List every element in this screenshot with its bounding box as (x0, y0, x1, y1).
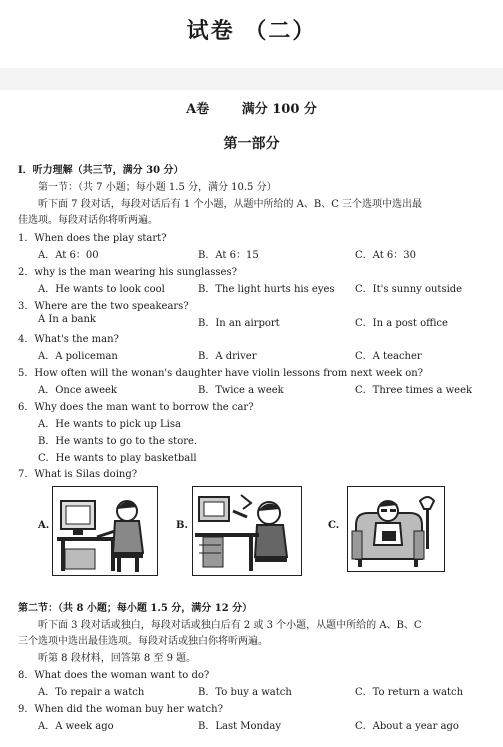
q4-option-c: C．A teacher (355, 351, 422, 362)
q6-option-a: A．He wants to pick up Lisa (38, 419, 181, 430)
question-1: 1．When does the play start? (18, 233, 167, 244)
section1-heading: I．听力理解（共三节，满分 30 分） (18, 165, 184, 176)
question-7: 7．What is Silas doing? (18, 469, 138, 480)
part-heading: 第一部分 (223, 136, 280, 152)
q1-option-a: A．At 6：00 (38, 250, 99, 261)
q6-option-b: B．He wants to go to the store． (38, 436, 204, 447)
section2-instr-1: 听下面 3 段对话或独白，每段对话或独白后有 2 或 3 个小题，从题中所给的 A、B、C (38, 620, 422, 631)
q3-option-c: C．In a post office (355, 318, 448, 329)
section1-instr-2: 佳选项。每段对话你将听两遍。 (18, 215, 158, 226)
section1-instr-1: 听下面 7 段对话，每段对话后有 1 个小题，从题中所给的 A、B、C 三个选项中选出最 (38, 199, 423, 210)
section1-sub: 第一节：（共 7 小题；每小题 1.5 分，满分 10.5 分） (38, 182, 277, 193)
question-3: 3．Where are the two speakears? (18, 301, 189, 312)
q8-option-a: A．To repair a watch (38, 687, 145, 698)
picture-a-boy-at-computer (52, 486, 158, 576)
section2-instr-2: 三个选项中选出最佳选项。每段对话或独白你将听两遍。 (18, 636, 268, 647)
q5-option-a: A．Once aweek (38, 385, 117, 396)
volume-name: A卷 (186, 102, 210, 117)
q4-option-b: B．A driver (198, 351, 257, 362)
q7-label-b: B. (176, 520, 188, 531)
q9-option-a: A．A week ago (38, 721, 114, 732)
q3-option-a: A In a bank (38, 314, 96, 325)
question-8: 8．What does the woman want to do? (18, 670, 210, 681)
question-2: 2．why is the man wearing his sunglasses? (18, 267, 237, 278)
q8-option-b: B．To buy a watch (198, 687, 292, 698)
picture-b-boy-at-desk (192, 486, 302, 576)
question-9: 9．When did the woman buy her watch? (18, 704, 223, 715)
question-5: 5．How often will the wonan's daughter have violin lessons from next week on? (18, 368, 424, 379)
q2-option-c: C．It's sunny outside (355, 284, 463, 295)
section2-instr-3: 听第 8 段材料，回答第 8 至 9 题。 (38, 653, 197, 664)
q3-option-b: B．In an airport (198, 318, 280, 329)
q7-label-c: C. (328, 520, 340, 531)
question-6: 6．Why does the man want to borrow the car? (18, 402, 254, 413)
q5-option-c: C．Three times a week (355, 385, 473, 396)
q5-option-b: B．Twice a week (198, 385, 284, 396)
page-title: 试卷 （二） (186, 19, 317, 44)
q8-option-c: C．To return a watch (355, 687, 464, 698)
picture-c-boy-on-sofa (347, 486, 445, 572)
volume-score: 满分 100 分 (241, 102, 317, 117)
q9-option-b: B．Last Monday (198, 721, 281, 732)
q4-option-a: A．A policeman (38, 351, 118, 362)
header-band (0, 68, 503, 90)
q1-option-c: C．At 6：30 (355, 250, 416, 261)
q7-label-a: A. (38, 520, 50, 531)
q6-option-c: C．He wants to play basketball (38, 453, 197, 464)
q2-option-b: B．The light hurts his eyes (198, 284, 335, 295)
q1-option-b: B．At 6：15 (198, 250, 259, 261)
question-4: 4．What's the man? (18, 334, 119, 345)
section2-heading: 第二节：（共 8 小题；每小题 1.5 分，满分 12 分） (18, 603, 253, 614)
q9-option-c: C．About a year ago (355, 721, 459, 732)
q2-option-a: A．He wants to look cool (38, 284, 165, 295)
volume-line (0, 98, 503, 117)
